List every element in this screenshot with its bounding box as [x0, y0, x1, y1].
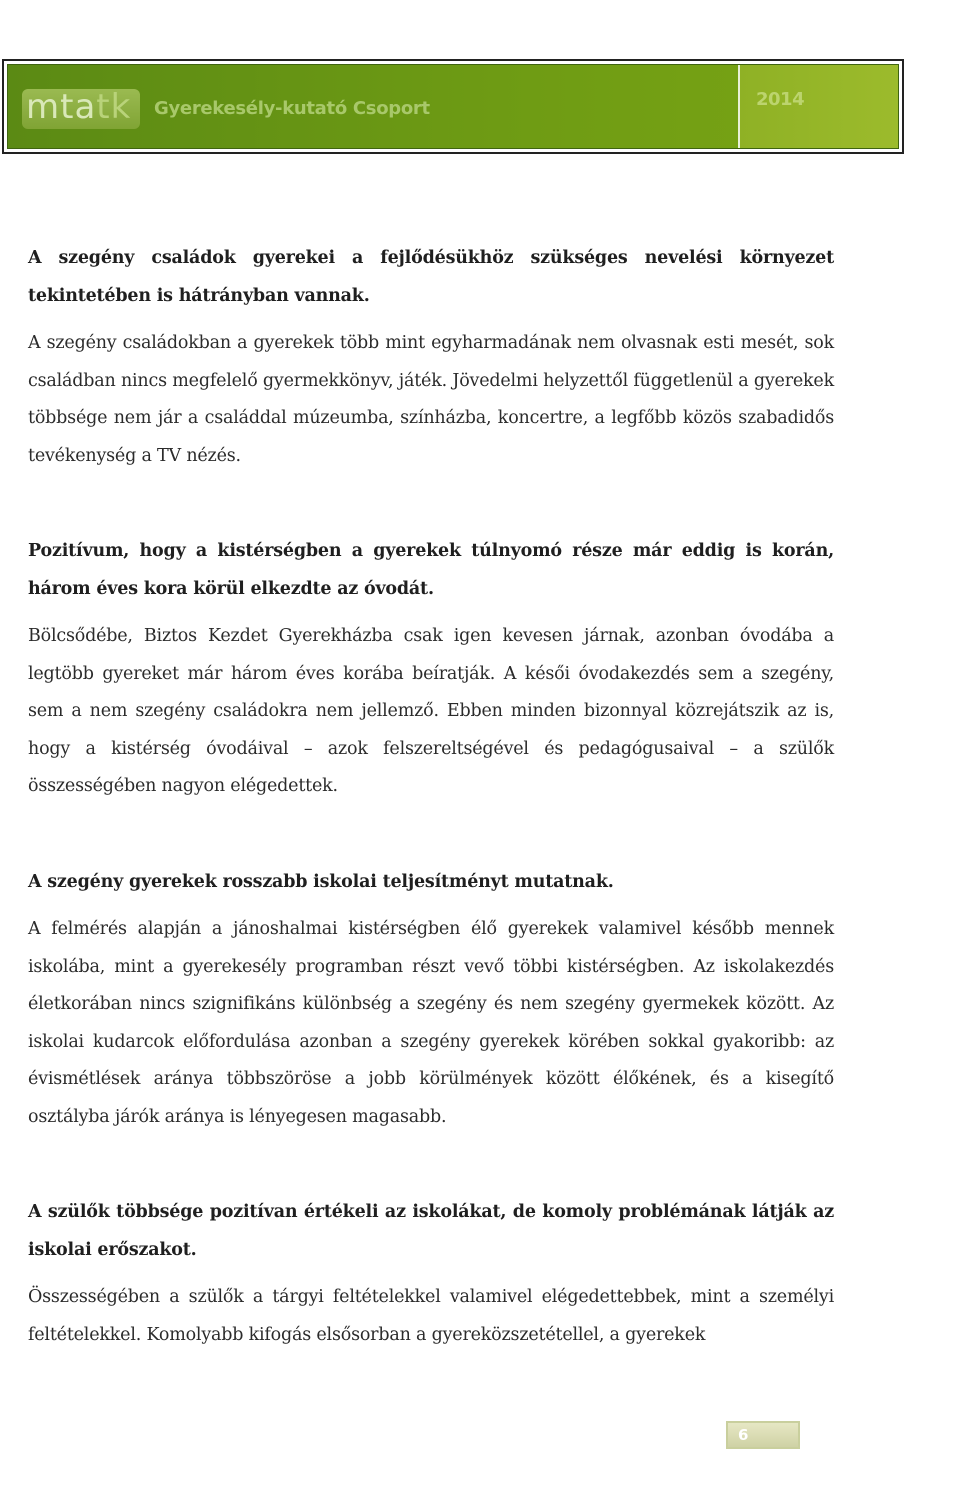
- section-paragraph: A szegény családokban a gyerekek több mint egyharmadának nem olvasnak esti mesét, sok családban nincs megfelelő gyermekkönyv, játék. Jövedelmi helyzettől függetlenül a gyerekek többsége nem jár a családdal múzeumba, színházba, koncertre, a legfőbb közös szabadidős tevékenység a TV nézés.: [28, 333, 834, 466]
- header-year: 2014: [756, 89, 805, 110]
- document-body: [28, 240, 834, 1354]
- page-number-box: [726, 1421, 800, 1449]
- section-heading: A szegény családok gyerekei a fejlődésükhöz szükséges nevelési környezet tekintetében is hátrányban vannak.: [28, 248, 834, 306]
- section-paragraph: Bölcsődébe, Biztos Kezdet Gyerekházba csak igen kevesen járnak, azonban óvodába a legtöbb gyereket már három éves korába beíratják. A késői óvodakezdés sem a szegény, sem a nem szegény családokra nem jellemző. Ebben minden bizonnyal közrejátszik az is, hogy a kistérség óvodáival – azok felszereltségével és pedagógusaival – a szülők összességében nagyon elégedettek.: [28, 626, 834, 796]
- year-panel: [740, 65, 898, 148]
- header-banner: [2, 59, 904, 154]
- section-paragraph: A felmérés alapján a jánoshalmai kistérségben élő gyerekek valamivel később mennek iskolába, mint a gyerekesély programban részt vevő többi kistérségben. Az iskolakezdés életkorában nincs szignifikáns különbség a szegény és nem szegény gyermekek között. Az iskolai kudarcok előfordulása azonban a szegény gyerekek körében sokkal gyakoribb: az évismétlések aránya többszöröse a jobb körülmények között élőkének, és a kisegítő osztályba járók aránya is lényegesen magasabb.: [28, 919, 834, 1127]
- section-heading: Pozitívum, hogy a kistérségben a gyerekek túlnyomó része már eddig is korán, három éves kora körül elkezdte az óvodát.: [28, 541, 834, 599]
- section-paragraph: Összességében a szülők a tárgyi feltételekkel valamivel elégedettebbek, mint a személyi feltételekkel. Komolyabb kifogás elsősorban a gyereközszetétellel, a gyerekek: [28, 1287, 834, 1345]
- logo-accent: tk: [96, 87, 132, 127]
- page-number: 6: [738, 1426, 749, 1444]
- header-bar: [7, 64, 899, 149]
- mtatk-logo: [26, 87, 131, 127]
- section-heading: A szegény gyerekek rosszabb iskolai teljesítményt mutatnak.: [28, 871, 614, 892]
- logo-main: mta: [26, 87, 97, 127]
- research-group-name: Gyerekesély-kutató Csoport: [154, 98, 430, 119]
- section-heading: A szülők többsége pozitívan értékeli az iskolákat, de komoly problémának látják az iskolai erőszakot.: [28, 1202, 834, 1260]
